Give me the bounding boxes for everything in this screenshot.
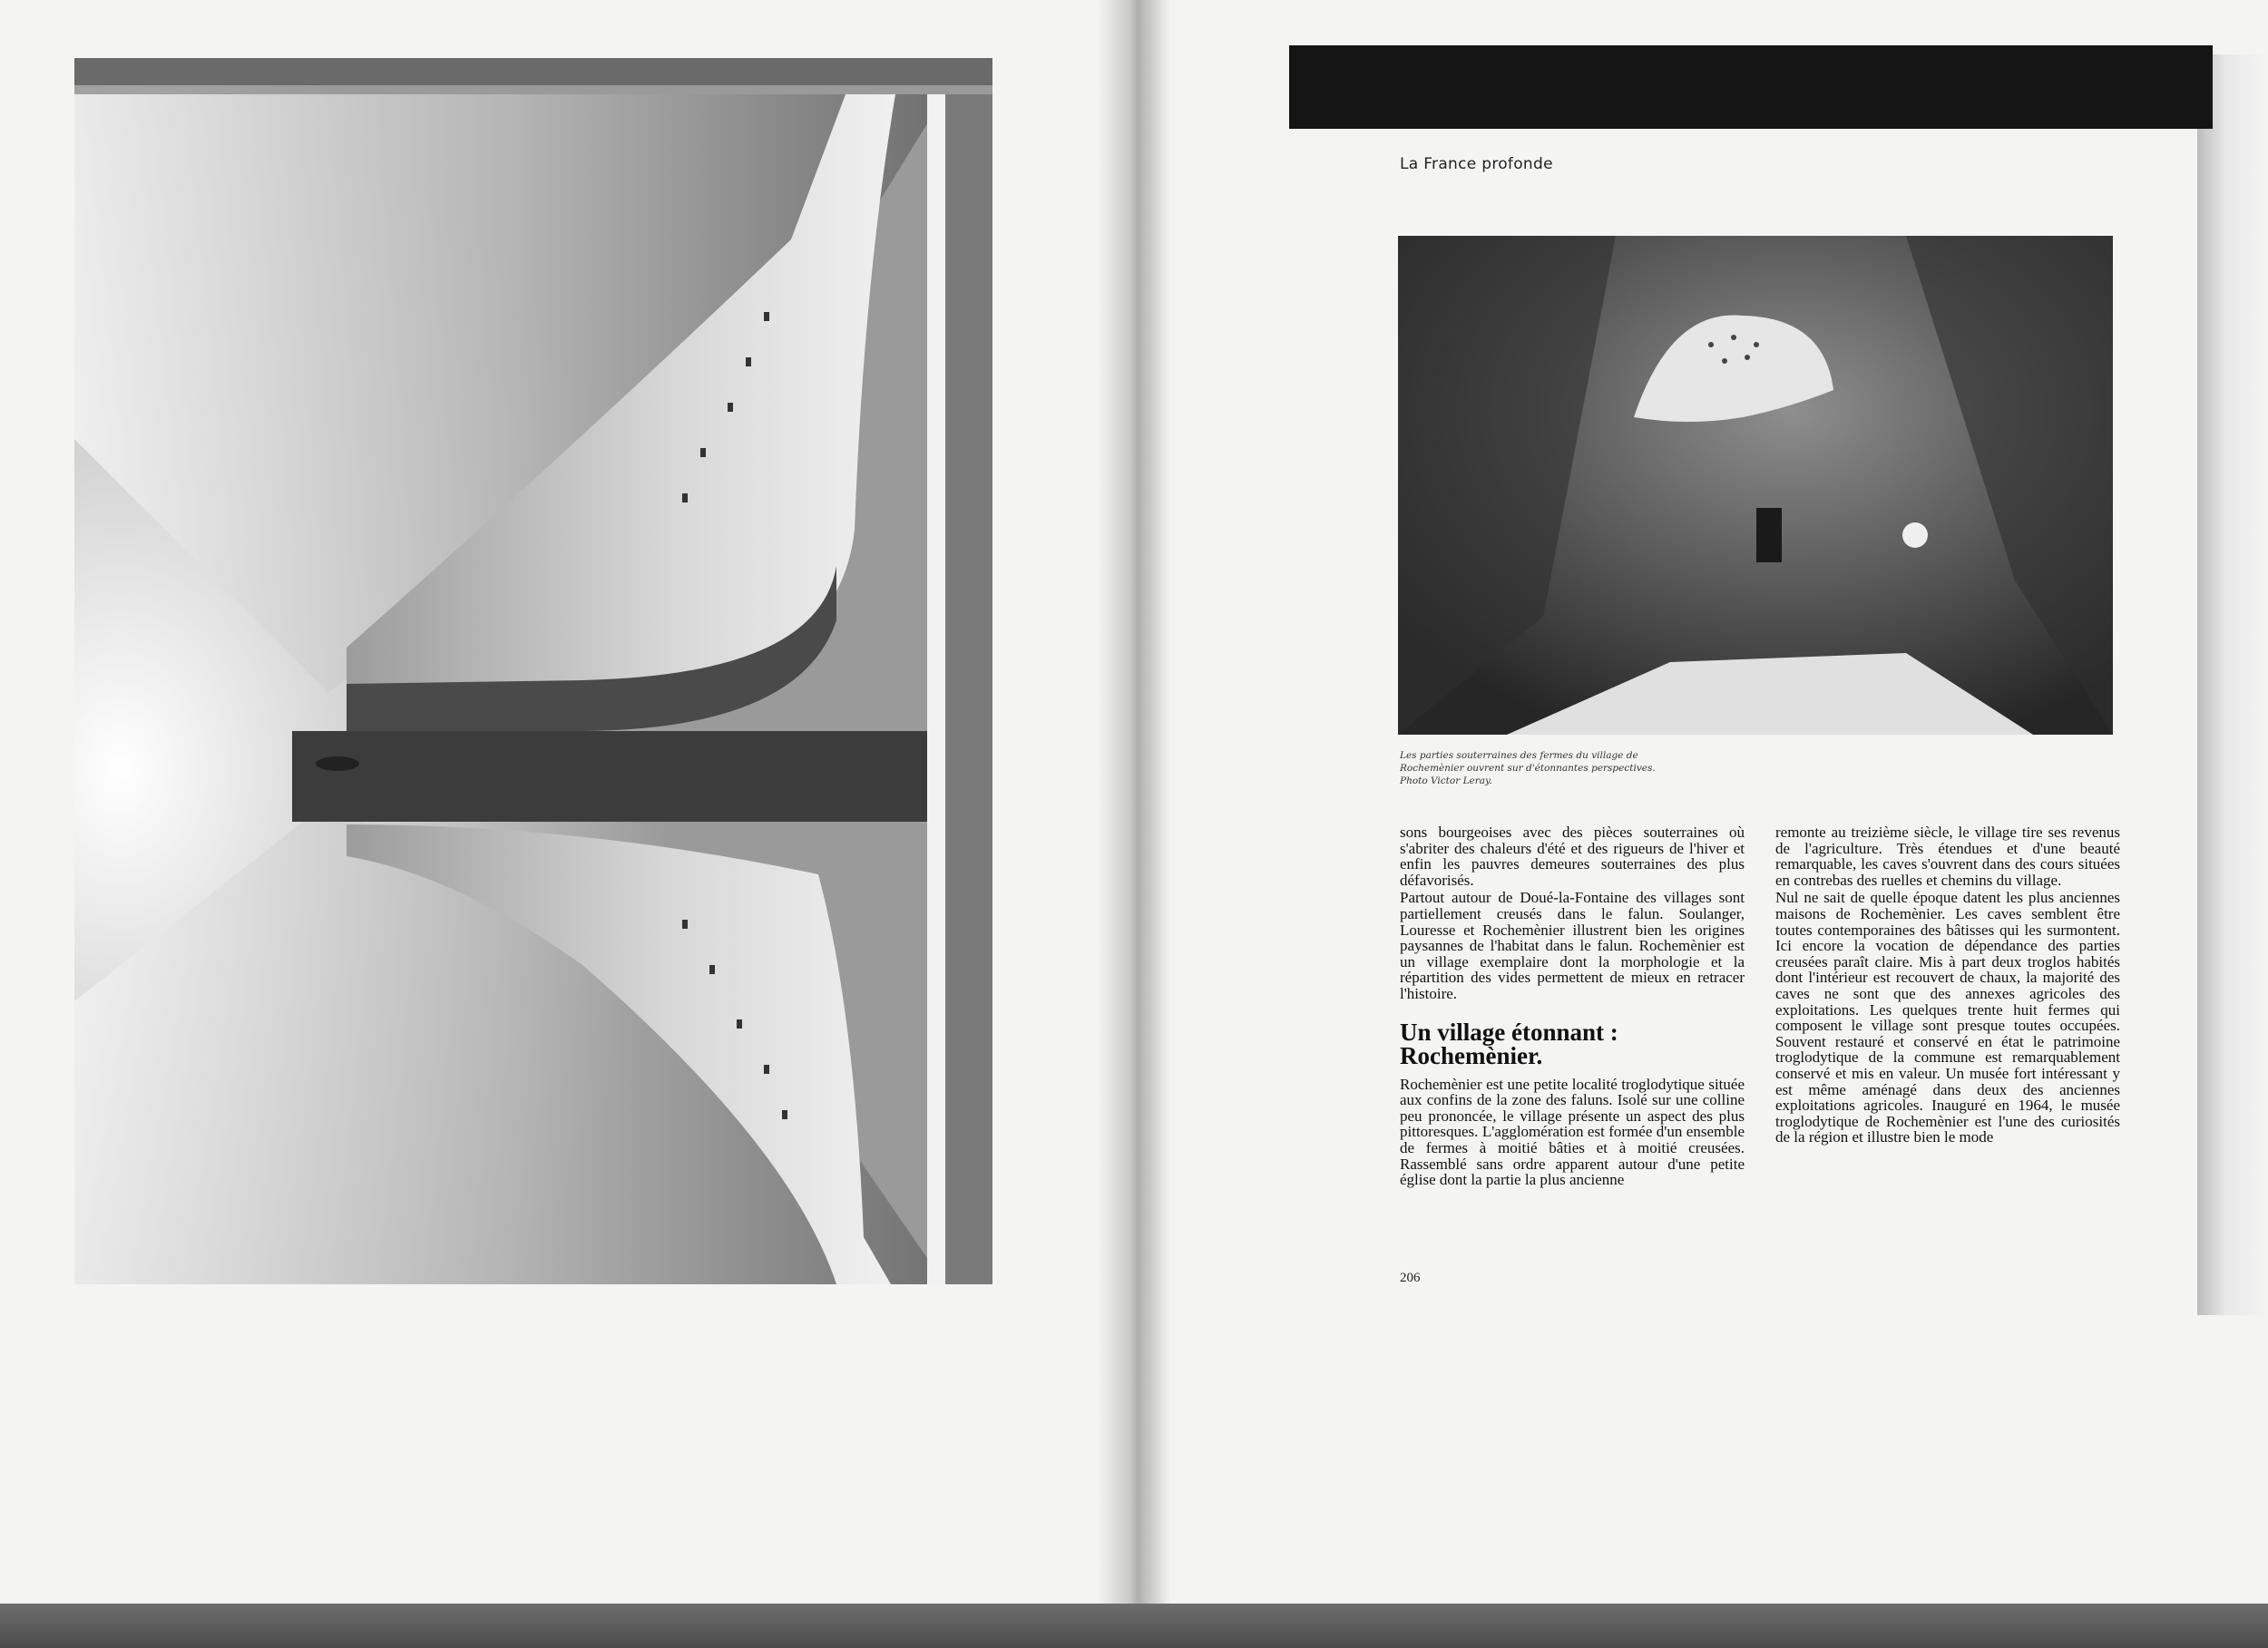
- section-heading: Un village étonnant : Rochemènier.: [1400, 1018, 1618, 1069]
- paragraph: remonte au treizième siècle, le village tire ses revenus de l'agriculture. Très étendues et d'une beauté remarquable, les caves s'ouvrent dans des cours situées en contrebas des ruelles et chemins du village.: [1775, 824, 2120, 889]
- text-column-right: [1775, 824, 2120, 1147]
- running-head: La France profonde: [1400, 155, 1553, 173]
- page-number: 206: [1400, 1271, 1421, 1285]
- paragraph: sons bourgeoises avec des pièces souterraines où s'abriter des chaleurs d'été et des rigueurs de l'hiver et enfin les pauvres demeures souterraines des plus défavorisés.: [1400, 824, 1745, 889]
- photo-caption: Les parties souterraines des fermes du village de Rochemènier ouvrent sur d'étonnantes perspectives. Photo Victor Leray.: [1400, 750, 1656, 786]
- page-edge-shadow: [2197, 54, 2268, 1315]
- paragraph: Rochemènier est une petite localité troglodytique située aux confins de la zone des faluns. Isolé sur une colline peu prononcée, le village présente un aspect des plus pittoresques. L'agglomération est formée d'un ensemble de fermes à moitié bâties et à moitié creusées. Rassemblé sans ordre apparent autour d'une petite église dont la partie la plus ancienne: [1400, 1075, 1745, 1189]
- architectural-photo: [74, 58, 992, 1284]
- book-gutter-shadow: [1098, 0, 1170, 1648]
- paragraph: Nul ne sait de quelle époque datent les plus anciennes maisons de Rochemènier. Les caves semblent être toutes contemporaines des bâtisses qui les surmontent. Ici encore la vocation de dépendance des parties creusées paraît claire. Mis à part deux troglos habités dont l'intérieur est recouvert de chaux, la majorité des caves ne sont que des annexes agricoles des exploitations. Les quelques trente huit fermes qui composent le village sont presque toutes occupées. Souvent restauré et conservé en état le patrimoine troglodytique de la commune est remarquablement conservé et mis en valeur. Un musée fort intéressant y est même aménagé dans deux des anciennes exploitations agricoles. Inauguré en 1964, le musée troglodytique de Rochemènier est l'une des curiosités de la région et illustre bien le mode: [1775, 889, 2120, 1146]
- cave-photo: [1398, 236, 2113, 735]
- scanner-edge: [0, 1604, 2268, 1648]
- paragraph: Partout autour de Doué-la-Fontaine des villages sont partiellement creusés dans le falun. Soulanger, Louresse et Rochemènier illustrent bien les origines paysannes de l'habitat dans le falun. Rochemènier est un village exemplaire dont la morphologie et la répartition des vides permettent de mieux en retracer l'histoire.: [1400, 889, 1745, 1002]
- text-column-left: [1400, 824, 1745, 1190]
- header-black-bar: [1289, 45, 2213, 129]
